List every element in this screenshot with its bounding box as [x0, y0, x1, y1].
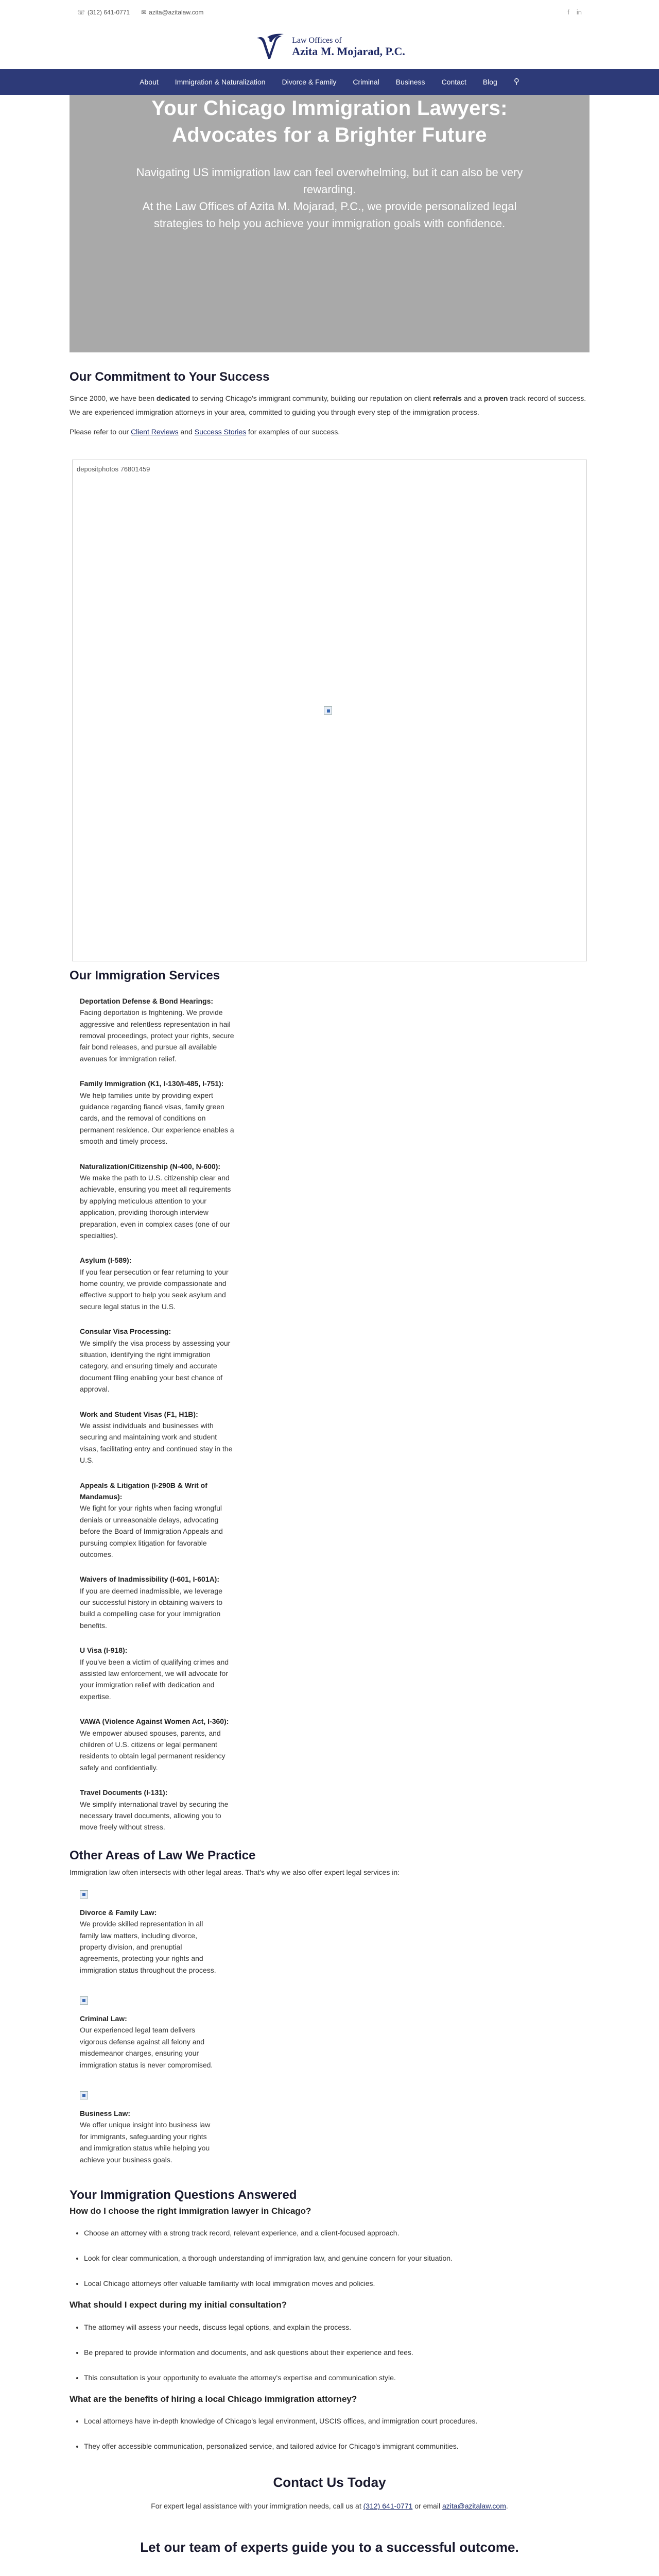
area-title: Business Law:: [80, 2109, 131, 2118]
area-title: Divorce & Family Law:: [80, 1908, 157, 1917]
contact-cta-section: [70, 2472, 589, 2557]
commit-text-c: to serving Chicago's immigrant community, building our reputation on client: [190, 394, 433, 402]
service-title: VAWA (Violence Against Women Act, I-360):: [80, 1717, 229, 1726]
site-logo[interactable]: [254, 31, 405, 63]
other-areas-section: [70, 1846, 589, 2165]
top-email-text: azita@azitalaw.com: [149, 9, 204, 16]
hero-title: Your Chicago Immigration Lawyers: Advocates for a Brighter Future: [151, 97, 508, 146]
commit-bold-dedicated: dedicated: [156, 394, 190, 402]
area-text: We offer unique insight into business law for immigrants, safeguarding your rights and immigration status while helping you achieve your business goals.: [80, 2121, 211, 2164]
area-text: Our experienced legal team delivers vigorous defense against all felony and misdemeanor charges, ensuring your immigration status is never compromised.: [80, 2026, 213, 2069]
commitment-heading: Our Commitment to Your Success: [70, 370, 270, 384]
service-title: Deportation Defense & Bond Hearings:: [80, 996, 214, 1005]
service-text: We empower abused spouses, parents, and children of U.S. citizens or legal permanent residents to obtain legal permanent residency safely and confidentially.: [80, 1728, 226, 1772]
logo-line-1: Law Offices of: [292, 36, 342, 45]
broken-image-icon: [80, 1996, 88, 2005]
service-title: Naturalization/Citizenship (N-400, N-600):: [80, 1162, 221, 1171]
faq-question: How do I choose the right immigration lawyer in Chicago?: [70, 2206, 311, 2216]
commit-bold-proven: proven: [483, 394, 508, 402]
area-item: [80, 1996, 219, 2071]
area-item: [80, 2091, 219, 2165]
service-item: [80, 1573, 234, 1631]
social-links: [567, 7, 582, 18]
reviews-text-a: Please refer to our: [70, 427, 131, 436]
service-item: [80, 1255, 234, 1312]
faq-question: What should I expect during my initial consultation?: [70, 2300, 287, 2310]
service-title: Appeals & Litigation (I-290B & Writ of Mandamus):: [80, 1481, 207, 1501]
reviews-text-b: and: [178, 427, 195, 436]
logo-mark-icon: [254, 31, 287, 63]
broken-image-icon: [80, 1890, 88, 1899]
cta-tagline: Let our team of experts guide you to a successful outcome.: [140, 2539, 519, 2555]
commit-text-e: and a: [461, 394, 484, 402]
phone-icon: ☏: [77, 9, 85, 16]
top-contact: [77, 8, 203, 17]
client-reviews-link[interactable]: Client Reviews: [131, 427, 179, 436]
cta-phone-link[interactable]: (312) 641-0771: [363, 2502, 413, 2511]
faq-answer: • This consultation is your opportunity to evaluate the attorney's expertise and communication style.: [84, 2372, 589, 2383]
commitment-section: [70, 368, 589, 439]
logo-row: [0, 25, 659, 69]
reviews-paragraph: [70, 425, 589, 439]
service-text: We assist individuals and businesses with securing and maintaining work and student visas, facilitating entry and continued stay in the U.S.: [80, 1421, 233, 1465]
faq-answer: • Choose an attorney with a strong track record, relevant experience, and a client-focused approach.: [84, 2228, 589, 2239]
area-title: Criminal Law:: [80, 2014, 127, 2023]
facebook-icon[interactable]: f: [567, 8, 569, 16]
faq-section: [70, 2186, 589, 2452]
top-phone-link[interactable]: [77, 8, 130, 17]
services-section: [70, 967, 589, 1833]
faq-answer-list: [70, 2416, 589, 2452]
hero-text: [70, 148, 589, 232]
service-text: We simplify international travel by securing the necessary travel documents, allowing you to move freely without stress.: [80, 1800, 229, 1832]
top-phone-text: (312) 641-0771: [88, 9, 130, 16]
service-item: [80, 995, 234, 1064]
nav-immigration[interactable]: Immigration & Naturalization: [175, 77, 266, 86]
linkedin-icon[interactable]: in: [576, 8, 582, 16]
cta-paragraph: [70, 2501, 589, 2512]
top-email-link[interactable]: [141, 8, 203, 17]
nav-contact[interactable]: Contact: [441, 77, 466, 86]
service-item: [80, 1645, 234, 1702]
service-text: Facing deportation is frightening. We provide aggressive and relentless representation in hail removal proceedings, protect your rights, secure fair bond releases, and pursue all available avenues for immigration relief.: [80, 1008, 234, 1063]
faq-answer: • Local attorneys have in-depth knowledge of Chicago's legal environment, USCIS offices, and immigration court procedures.: [84, 2416, 589, 2427]
logo-text: [292, 36, 405, 58]
service-item: [80, 1078, 234, 1147]
service-title: Travel Documents (I-131):: [80, 1788, 168, 1797]
area-item: [80, 1890, 219, 1976]
service-title: Consular Visa Processing:: [80, 1327, 171, 1336]
service-text: If you are deemed inadmissible, we leverage our successful history in obtaining waivers to build a compelling case for your immigration benefits.: [80, 1586, 223, 1630]
service-text: If you've been a victim of qualifying crimes and assisted law enforcement, we will advocate for your immigration relief with dedication and expertise.: [80, 1657, 229, 1701]
success-stories-link[interactable]: Success Stories: [194, 427, 247, 436]
areas-list: [70, 1890, 589, 2165]
commit-text-a: Since 2000, we have been: [70, 394, 157, 402]
service-text: We simplify the visa process by assessing your situation, identifying the right immigration category, and ensuring timely and accurate document filing enabling your best chance of approval.: [80, 1338, 231, 1394]
cta-email-link[interactable]: azita@azitalaw.com: [442, 2502, 506, 2511]
service-text: We help families unite by providing expert guidance regarding fiancé visas, family green cards, and the removal of conditions on permanent residence. Our experience enables a smooth and timely process.: [80, 1091, 234, 1146]
hero-banner: [70, 95, 589, 352]
nav-blog[interactable]: Blog: [482, 77, 497, 86]
commit-text-g: track record of success. We are experienced immigration attorneys in your area, committed to guiding you through every step of the immigration process.: [70, 394, 586, 417]
service-title: Asylum (I-589):: [80, 1256, 132, 1265]
service-item: [80, 1409, 234, 1466]
nav-criminal[interactable]: Criminal: [353, 77, 379, 86]
cta-text-a: For expert legal assistance with your immigration needs, call us at: [151, 2502, 363, 2511]
areas-heading: Other Areas of Law We Practice: [70, 1848, 256, 1862]
service-item: [80, 1326, 234, 1395]
broken-image-icon: [80, 2091, 88, 2099]
hero-line-2: At the Law Offices of Azita M. Mojarad, P.C., we provide personalized legal strategies to help you achieve your immigration goals with confidence.: [142, 200, 517, 230]
commitment-paragraph: [70, 392, 589, 420]
service-text: If you fear persecution or fear returning to your home country, we provide compassionate and effective support to help you seek asylum and secure legal status in the U.S.: [80, 1267, 229, 1311]
search-icon[interactable]: ⚲: [513, 77, 519, 86]
reviews-text-c: for examples of our success.: [246, 427, 340, 436]
faq-answer: • They offer accessible communication, personalized service, and tailored advice for Chicago's immigrant communities.: [84, 2441, 589, 2452]
top-bar: [0, 0, 659, 25]
faq-answer: • The attorney will assess your needs, discuss legal options, and explain the process.: [84, 2322, 589, 2333]
service-title: U Visa (I-918):: [80, 1646, 128, 1655]
service-title: Work and Student Visas (F1, H1B):: [80, 1410, 198, 1418]
faq-answer: • Look for clear communication, a thorough understanding of immigration law, and genuine concern for your situation.: [84, 2253, 589, 2264]
cta-heading: Contact Us Today: [273, 2475, 386, 2490]
cta-text-b: or email: [412, 2502, 442, 2511]
nav-business[interactable]: Business: [395, 77, 425, 86]
service-text: We fight for your rights when facing wrongful denials or unreasonable delays, advocating before the Board of Immigration Appeals and pursuing complex litigation for favorable outcomes.: [80, 1504, 223, 1558]
logo-line-2: Azita M. Mojarad, P.C.: [292, 44, 405, 58]
service-item: [80, 1787, 234, 1833]
services-heading: Our Immigration Services: [70, 968, 220, 982]
service-item: [80, 1716, 234, 1773]
broken-image-icon: [324, 706, 332, 715]
services-list: [70, 995, 589, 1833]
faq-question: What are the benefits of hiring a local Chicago immigration attorney?: [70, 2394, 357, 2404]
service-text: We make the path to U.S. citizenship clear and achievable, ensuring you meet all requirements by applying meticulous attention to your application, providing thorough interview preparation, even in complex cases (one of our specialties).: [80, 1173, 231, 1240]
video-embed[interactable]: [72, 460, 587, 961]
mail-icon: ✉: [141, 9, 147, 16]
nav-about[interactable]: About: [140, 77, 159, 86]
main-nav: [0, 69, 659, 95]
areas-intro: Immigration law often intersects with other legal areas. That's why we also offer expert legal services in:: [70, 1868, 400, 1876]
video-label: depositphotos 76801459: [77, 465, 150, 473]
service-title: Family Immigration (K1, I-130/I-485, I-751):: [80, 1079, 224, 1088]
nav-divorce-family[interactable]: Divorce & Family: [282, 77, 337, 86]
cta-text-c: .: [506, 2502, 508, 2511]
faq-answer-list: [70, 2228, 589, 2289]
faq-answer: • Local Chicago attorneys offer valuable familiarity with local immigration moves and policies.: [84, 2278, 589, 2289]
service-title: Waivers of Inadmissibility (I-601, I-601A):: [80, 1575, 220, 1584]
commit-bold-referrals: referrals: [432, 394, 462, 402]
faq-answer: • Be prepared to provide information and documents, and ask questions about their experience and fees.: [84, 2347, 589, 2358]
service-item: [80, 1480, 234, 1561]
service-item: [80, 1161, 234, 1242]
hero-line-1: Navigating US immigration law can feel overwhelming, but it can also be very rewarding.: [136, 166, 523, 196]
faq-heading: Your Immigration Questions Answered: [70, 2188, 297, 2202]
area-text: We provide skilled representation in all family law matters, including divorce, property division, and prenuptial agreements, protecting your rights and immigration status throughout the process.: [80, 1920, 216, 1974]
faq-answer-list: [70, 2322, 589, 2383]
